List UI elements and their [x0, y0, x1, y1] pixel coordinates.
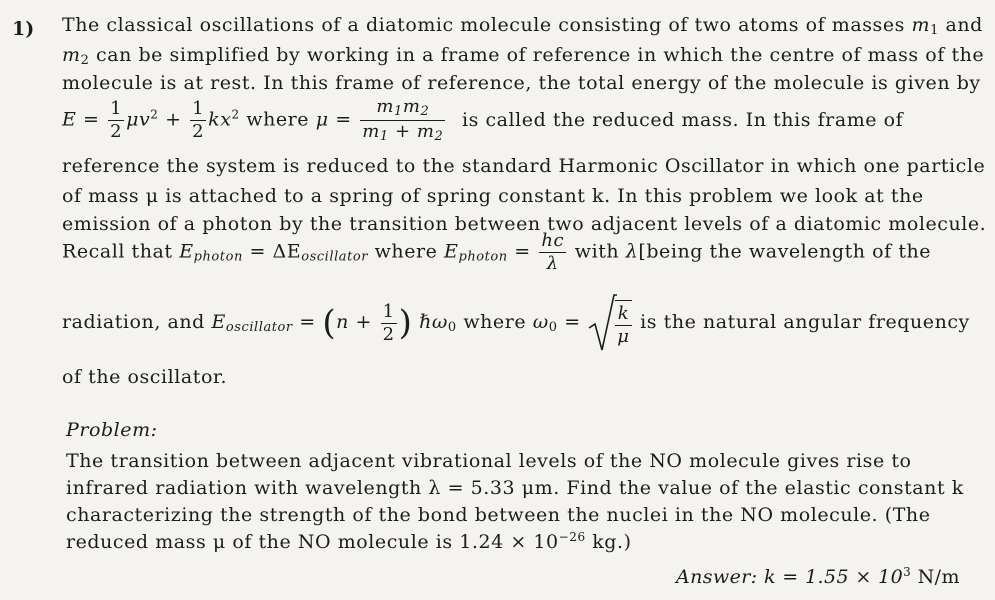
problem-number: 1) — [12, 18, 35, 40]
energy-equation: E = $\frac{1}{2}$ $\mu v^2$ + $\frac{1}{2}$ $kx^2$ where μ = $\frac{m_1m_2}{m_1 + m_2}$ is called the reduced mass. In this frame of — [62, 96, 904, 144]
intro-line-5: reference the system is reduced to the standard Harmonic Oscillator in which one particle — [62, 155, 986, 177]
radiation-equation: radiation, and $E_{oscillator} = (n$ + $\frac{1}{2}$ ) ℏω$_0$ where $\omega_0$ = $\frac{k}{\mu}$ is the natural angular frequency — [62, 292, 970, 354]
intro-line-7: emission of a photon by the transition between two adjacent levels of a diatomic molecule. — [62, 213, 987, 235]
problem-line-2: infrared radiation with wavelength λ = 5.33 μm. Find the value of the elastic constant k — [66, 477, 964, 499]
problem-line-3: characterizing the strength of the bond between the nuclei in the NO molecule. (The — [66, 504, 931, 526]
problem-heading: Problem: — [66, 419, 158, 441]
intro-line-6: of mass μ is attached to a spring of spring constant k. In this problem we look at the — [62, 185, 924, 207]
answer: Answer: $k = 1.55 \times 10^3$ N/m — [676, 565, 960, 588]
recall-equation: Recall that $E_{photon} = \Delta E_{oscillator}$ where $E_{photon}$ = $\frac{hc}{\lambda}$ with λ[being the wavelength of the — [62, 230, 932, 274]
intro-line-2: $m_2$ can be simplified by working in a frame of reference in which the centre of mass of the — [62, 44, 985, 68]
sqrt-k-over-mu: $\frac{k}{\mu}$ — [587, 292, 633, 354]
intro-line-3: molecule is at rest. In this frame of reference, the total energy of the molecule is given by — [62, 72, 981, 94]
intro-line-1: The classical oscillations of a diatomic molecule consisting of two atoms of masses $m_1$ and — [62, 14, 983, 38]
problem-line-1: The transition between adjacent vibrational levels of the NO molecule gives rise to — [66, 450, 912, 472]
intro-line-10: of the oscillator. — [62, 366, 228, 388]
problem-line-4: reduced mass μ of the NO molecule is $1.24 \times 10^{-26}$ kg.) — [66, 530, 632, 553]
